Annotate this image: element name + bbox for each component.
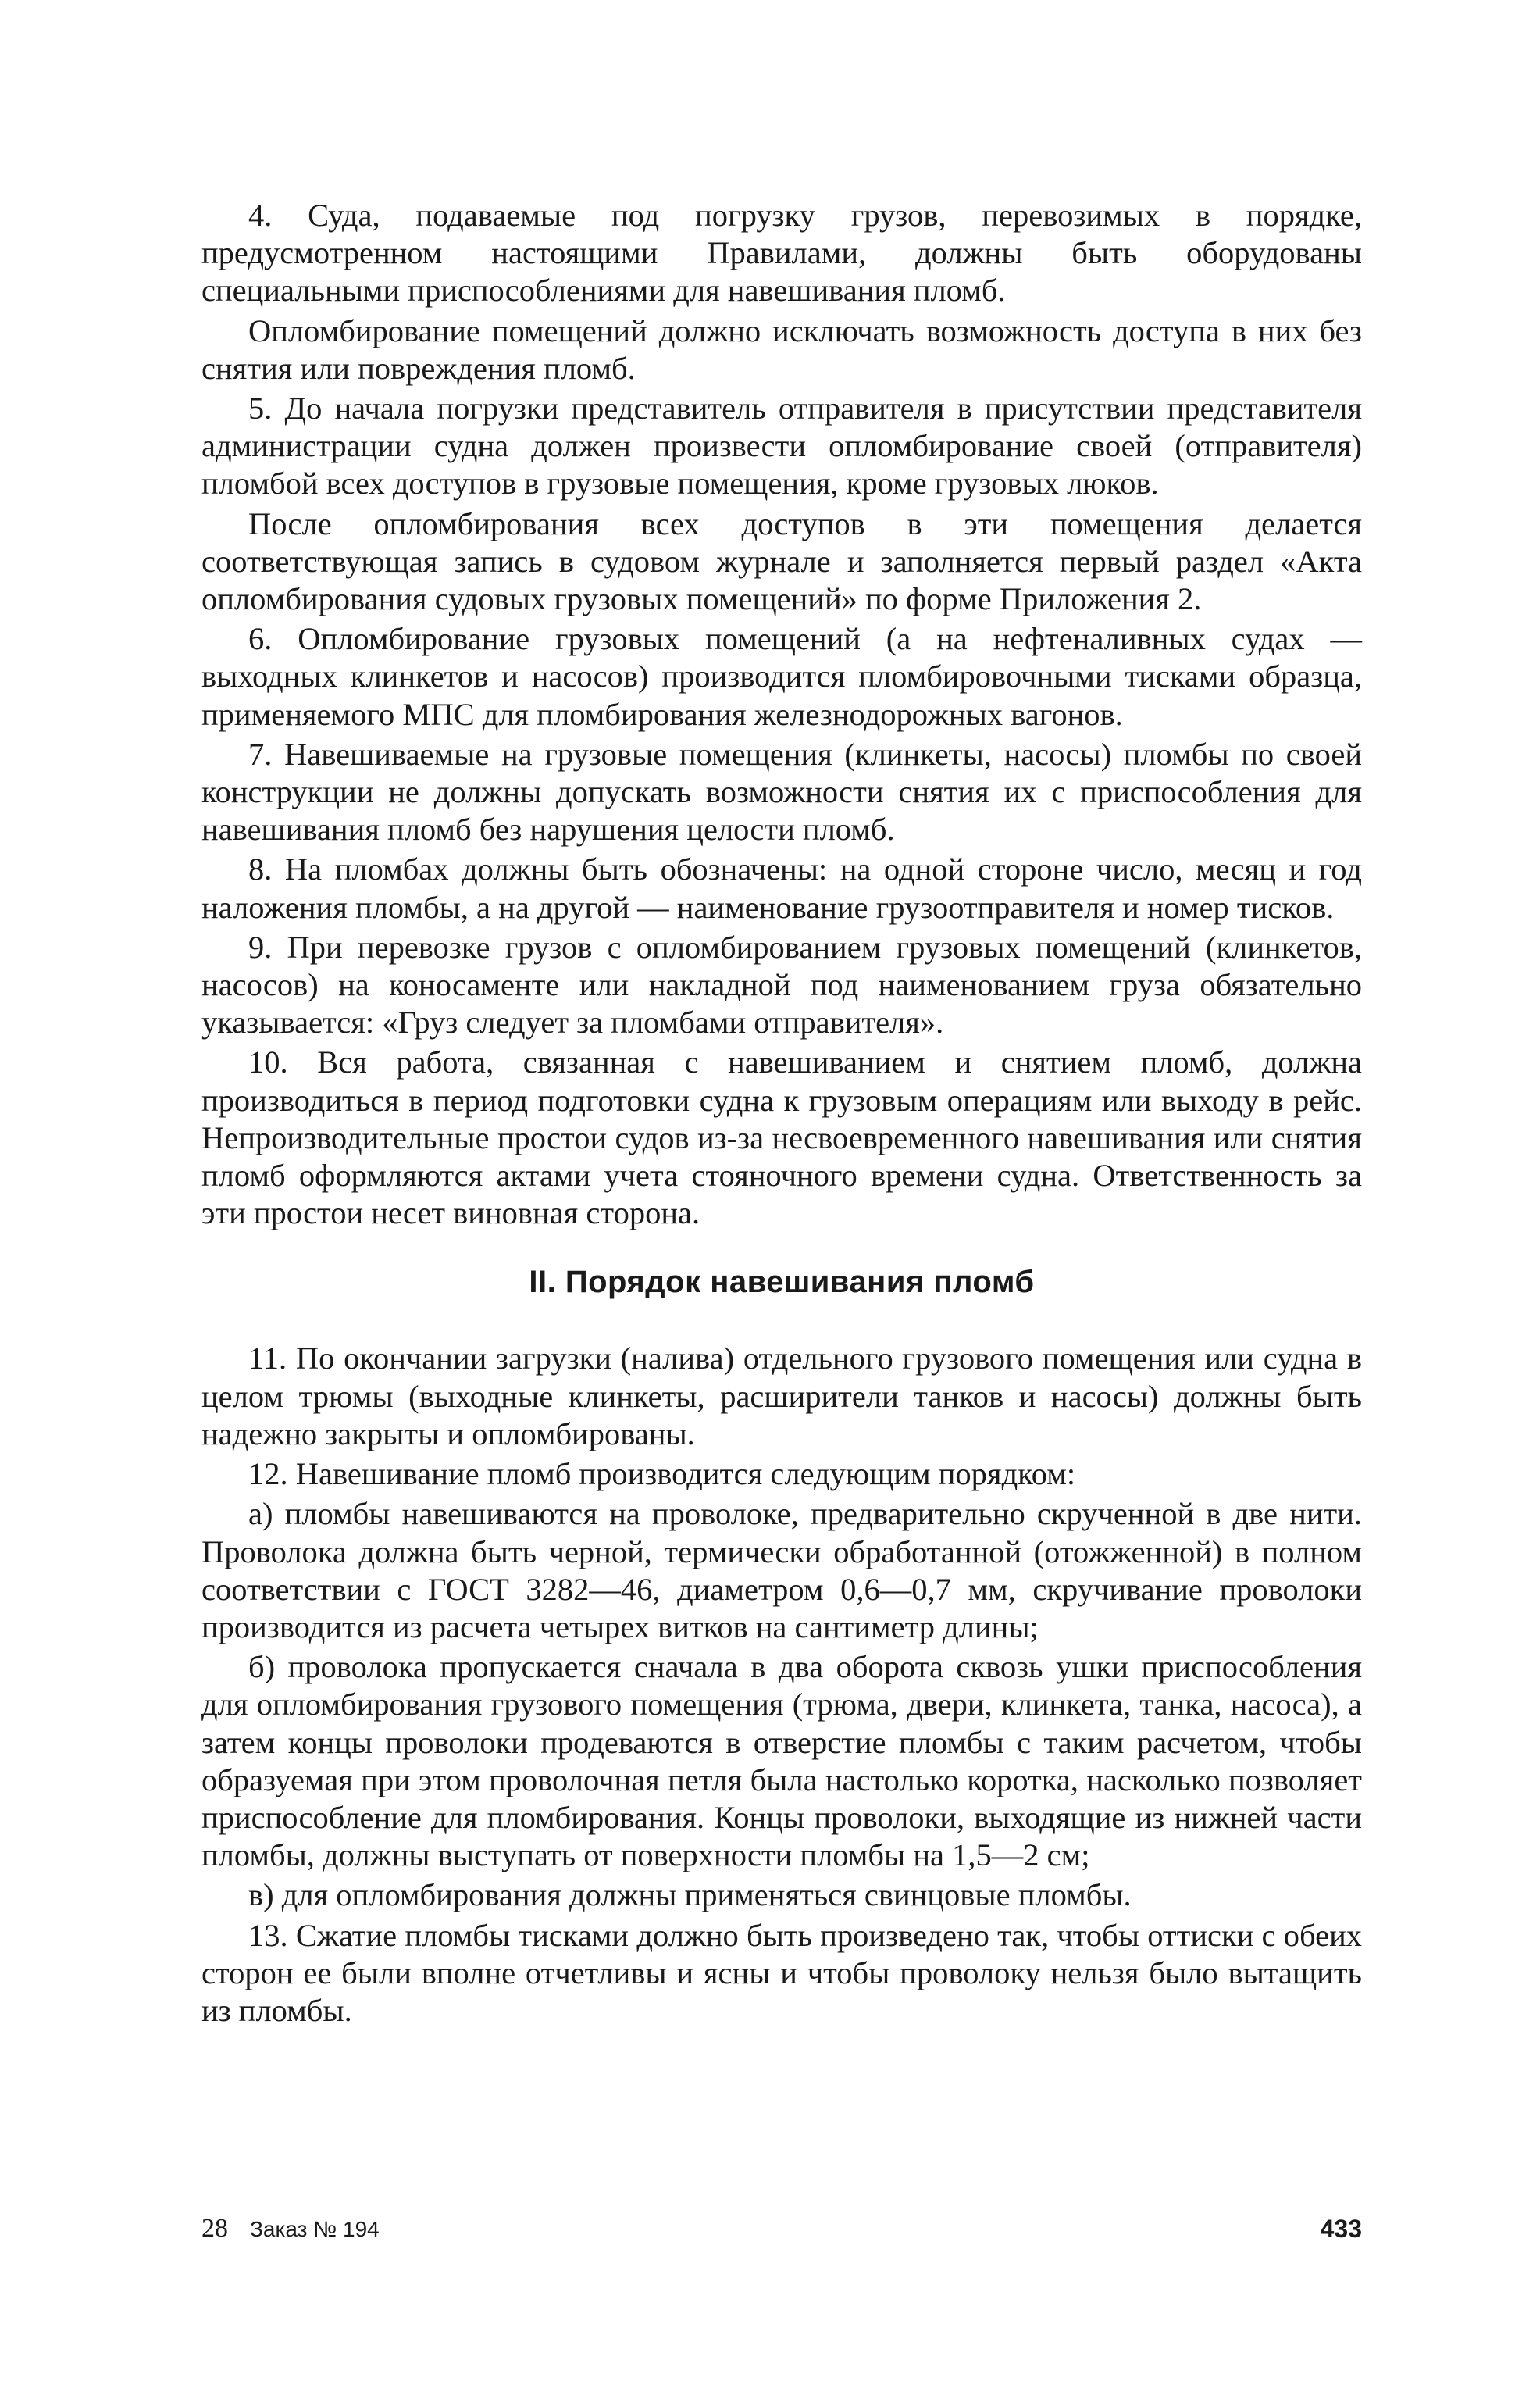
paragraph-item-8: 8. На пломбах должны быть обозначены: на одной стороне число, месяц и год наложения пломбы, а на другой — наименование грузоотправителя и номер тисков.: [201, 851, 1362, 925]
paragraph-item-13: 13. Сжатие пломбы тисками должно быть произведено так, чтобы оттиски с обеих сторон ее были вполне отчетливы и ясны и чтобы проволоку нельзя было вытащить из пломбы.: [201, 1917, 1362, 2028]
paragraph-item-12b: б) проволока пропускается сначала в два оборота сквозь ушки приспособления для опломбирования грузового помещения (трюма, двери, клинкета, танка, насоса), а затем концы проволоки продеваются в отверстие пломбы с таким расчетом, чтобы образуемая при этом проволочная петля была настолько коротка, насколько позволяет приспособление для пломбирования. Концы проволоки, выходящие из нижней части пломбы, должны выступать от поверхности пломбы на 1,5—2 см;: [201, 1649, 1362, 1873]
footer-left: [201, 2209, 380, 2249]
page-number: 433: [1320, 2215, 1362, 2243]
paragraph-sealing-access: Опломбирование помещений должно исключать возможность доступа в них без снятия или повреждения пломб.: [201, 312, 1362, 386]
paragraph-item-12a: а) пломбы навешиваются на проволоке, предварительно скрученной в две нити. Проволока должна быть черной, термически обработанной (отожженной) в полном соответствии с ГОСТ 3282—46, диаметром 0,6—0,7 мм, скручивание проволоки производится из расчета четырех витков на сантиметр длины;: [201, 1496, 1362, 1644]
paragraph-item-12: 12. Навешивание пломб производится следующим порядком:: [248, 1456, 1076, 1492]
order-number: Заказ № 194: [250, 2217, 380, 2241]
section-heading: II. Порядок навешивания пломб: [529, 1265, 1035, 1300]
paragraph-item-7: 7. Навешиваемые на грузовые помещения (клинкеты, насосы) пломбы по своей конструкции не должны допускать возможности снятия их с приспособления для навешивания пломб без нарушения целости пломб.: [201, 736, 1362, 848]
page-footer: [201, 2209, 1362, 2248]
signature-number: 28: [201, 2214, 228, 2243]
paragraph-item-5: 5. До начала погрузки представитель отправителя в присутствии представителя администрации судна должен произвести опломбирование своей (отправителя) пломбой всех доступов в грузовые помещения, кроме грузовых люков.: [201, 391, 1362, 502]
paragraph-journal-entry: После опломбирования всех доступов в эти помещения делается соответствующая запись в судовом журнале и заполняется первый раздел «Акта опломбирования судовых грузовых помещений» по форме Приложения 2.: [201, 505, 1362, 617]
paragraph-item-12c: в) для опломбирования должны применяться свинцовые пломбы.: [248, 1877, 1132, 1913]
paragraph-item-10: 10. Вся работа, связанная с навешиванием и снятием пломб, должна производиться в период подготовки судна к грузовым операциям или выходу в рейс. Непроизводительные простои судов из-за несвоевременного навешивания или снятия пломб оформляются актами учета стояночного времени судна. Ответственность за эти простои несет виновная сторона.: [201, 1044, 1362, 1231]
paragraph-item-11: 11. По окончании загрузки (налива) отдельного грузового помещения или судна в целом трюмы (выходные клинкеты, расширители танков и насосы) должны быть надежно закрыты и опломбированы.: [201, 1341, 1362, 1451]
page-body: [201, 197, 1362, 2032]
paragraph-item-6: 6. Опломбирование грузовых помещений (а на нефтеналивных судах — выходных клинкетов и насосов) производится пломбировочными тисками образца, применяемого МПС для пломбирования железнодорожных вагонов.: [201, 621, 1362, 732]
paragraph-item-4: 4. Суда, подаваемые под погрузку грузов, перевозимых в порядке, предусмотренном настоящими Правилами, должны быть оборудованы специальными приспособлениями для навешивания пломб.: [201, 198, 1362, 309]
paragraph-item-9: 9. При перевозке грузов с опломбированием грузовых помещений (клинкетов, насосов) на коносаменте или накладной под наименованием груза обязательно указывается: «Груз следует за пломбами отправителя».: [201, 929, 1362, 1041]
